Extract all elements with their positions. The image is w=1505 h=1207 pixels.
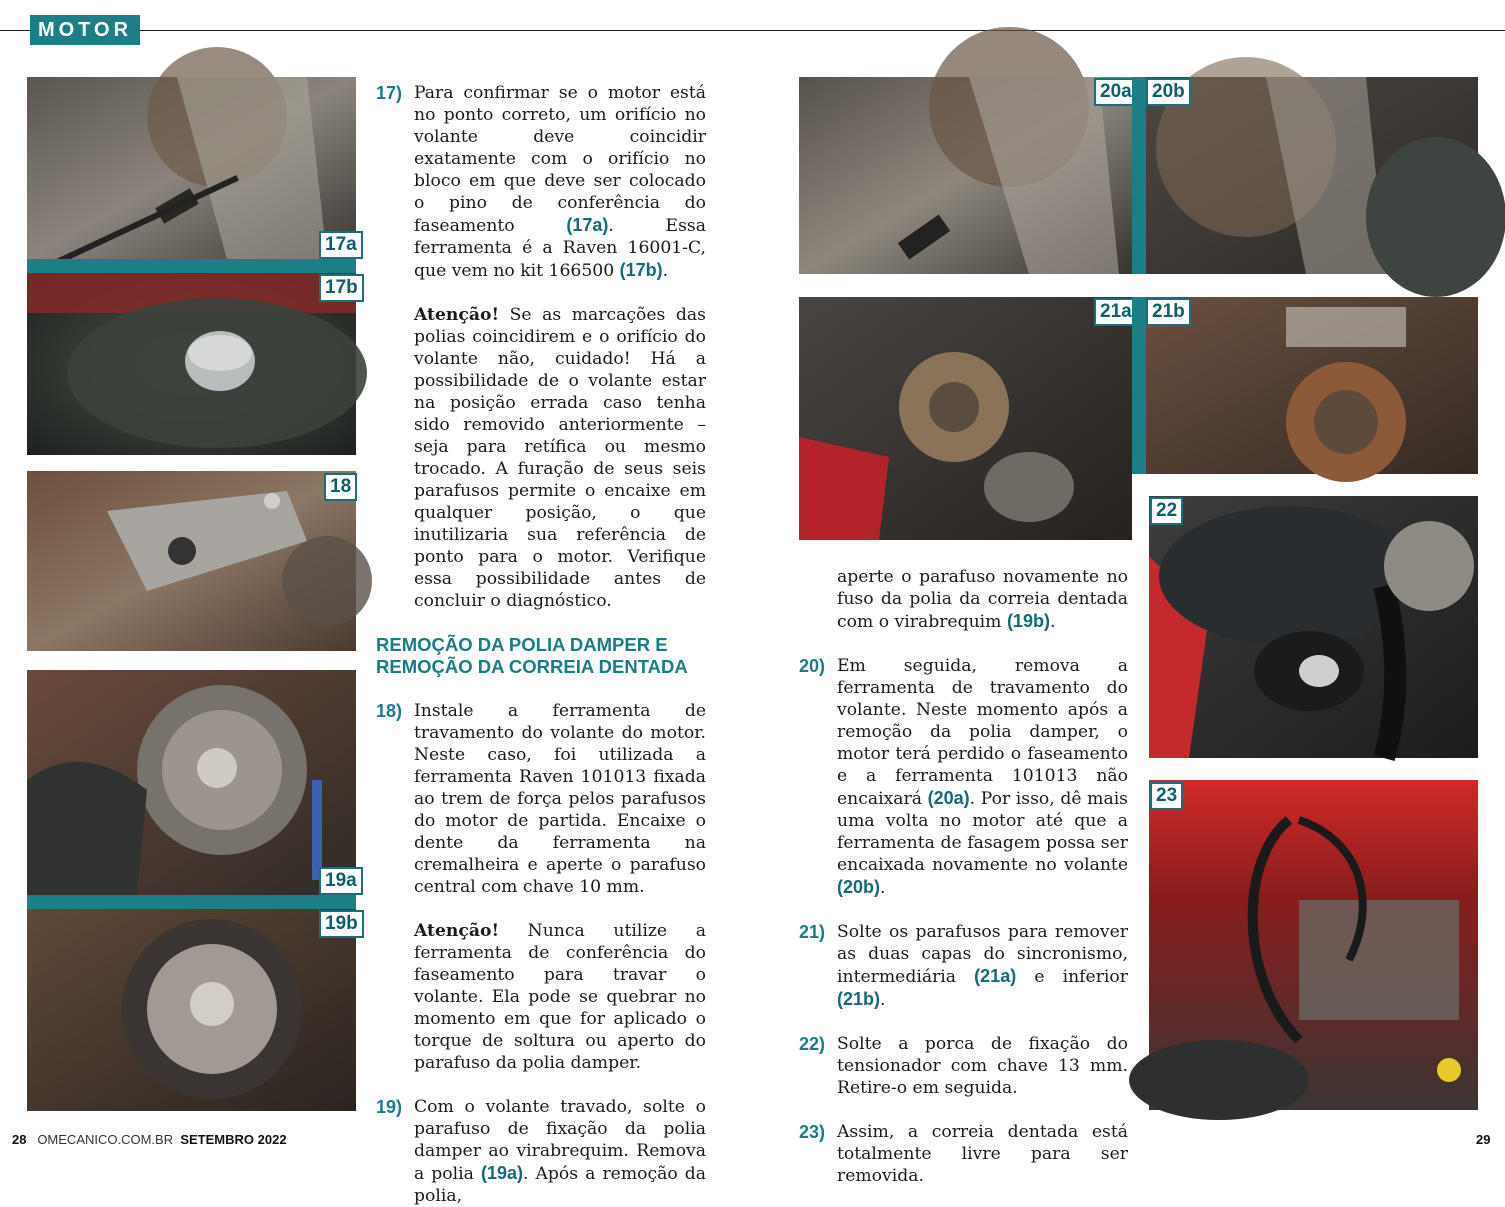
warning-label: Atenção!: [414, 305, 500, 325]
section-heading-line: REMOÇÃO DA CORREIA DENTADA: [376, 656, 688, 677]
step-text: e inferior: [1016, 967, 1128, 987]
step-23: [799, 1121, 1128, 1187]
step-text: Solte a porca de fixação do tensionador com chave 13 mm. Retire-o em seguida.: [837, 1034, 1128, 1098]
page-number-left: 28: [12, 1132, 27, 1147]
figure-ref: (20b): [837, 877, 881, 897]
figure-ref: (20a): [927, 788, 970, 808]
step-text: Em seguida, remova a ferramenta de travamento do volante. Neste momento após a remoção da polia damper, o motor terá perdido o faseamento e a ferramenta 101013 não encaixará: [837, 656, 1128, 809]
step-text: .: [880, 878, 886, 898]
photo-21a: [799, 297, 1132, 540]
photo-17b: [27, 273, 356, 455]
footer-right: [1476, 1132, 1490, 1147]
photo-label-18: 18: [324, 473, 357, 501]
step-text: . Essa ferramenta é a Raven 16001-C, que vem no kit 166500: [414, 216, 706, 281]
warning-text: Se as marcações das polias coincidirem e o orifício do volante não, cuidado! Há a possibilidade de o volante estar na posição errada caso tenha sido removido anteriormente – seja para retífica ou mesmo trocado. A furação de seus seis parafusos permite o encaixe em qualquer posição, o que inutilizaria sua referência de ponto para o motor. Verifique essa possibilidade antes de concluir o diagnóstico.: [414, 305, 706, 611]
text-column-left: [376, 82, 706, 1207]
footer-date: SETEMBRO 2022: [180, 1132, 287, 1147]
text-column-right: [799, 566, 1128, 1187]
step-number: 18): [376, 701, 403, 721]
photo-19b: [27, 909, 356, 1111]
figure-ref: (17a): [566, 215, 609, 235]
step-text: .: [662, 261, 669, 281]
photo-18: [27, 471, 356, 651]
step-text: . Por isso, dê mais uma volta no motor até que a ferramenta de fasagem possa ser encaixada novamente no volante: [837, 789, 1129, 875]
photo-label-21a: 21a: [1094, 298, 1138, 326]
warning-note: [376, 920, 706, 1074]
section-heading-line: REMOÇÃO DA POLIA DAMPER E: [376, 634, 668, 655]
photo-20a: [799, 77, 1132, 274]
step-number: 20): [799, 656, 826, 676]
step-text: Para confirmar se o motor está no ponto correto, um orifício no volante deve coincidir exatamente com o orifício no bloco em que deve ser colocado o pino de conferência do faseamento: [414, 83, 706, 236]
photo-label-19a: 19a: [319, 867, 363, 895]
step-text: . Após a remoção da polia,: [414, 1164, 706, 1206]
header-rule: [0, 30, 1505, 31]
photo-label-20a: 20a: [1094, 78, 1138, 106]
step-19: [376, 1096, 706, 1207]
photo-label-22: 22: [1150, 497, 1183, 525]
figure-ref: (19b): [1006, 611, 1050, 631]
step-text: Instale a ferramenta de travamento do volante do motor. Neste caso, foi utilizada a ferramenta Raven 101013 fixada ao trem de força pelos parafusos do motor de partida. Encaixe o dente da ferramenta na cremalheira e aperte o parafuso central com chave 10 mm.: [414, 701, 706, 897]
step-text: .: [1049, 612, 1056, 632]
step-number: 19): [376, 1097, 403, 1117]
photo-divider: [27, 259, 356, 273]
step-text: Solte os parafusos para remover as duas capas do sincronismo, intermediária: [837, 922, 1128, 987]
step-21: [799, 921, 1128, 1011]
step-text: Assim, a correia dentada está totalmente livre para ser removida.: [837, 1122, 1128, 1186]
figure-ref: (21a): [974, 966, 1017, 986]
figure-ref: (17b): [619, 260, 663, 280]
photo-divider: [1132, 297, 1146, 474]
step-text: Com o volante travado, solte o parafuso de fixação da polia damper ao virabrequim. Remova a polia: [414, 1097, 706, 1184]
step-text: aperte o parafuso novamente no fuso da polia da correia dentada com o virabrequim: [837, 567, 1128, 632]
photo-17a: [27, 77, 356, 259]
photo-label-17a: 17a: [319, 231, 363, 259]
figure-ref: (21b): [837, 989, 881, 1009]
step-number: 22): [799, 1034, 826, 1054]
photo-21b: [1146, 297, 1478, 474]
footer-site: OMECANICO.COM.BR: [37, 1132, 174, 1147]
step-text: .: [880, 990, 886, 1010]
footer-left: [12, 1132, 287, 1147]
section-heading: [376, 634, 706, 678]
page-number-right: 29: [1476, 1132, 1491, 1147]
photo-20b: [1146, 77, 1478, 274]
step-20: [799, 655, 1128, 899]
photo-label-20b: 20b: [1146, 78, 1191, 106]
step-number: 23): [799, 1122, 826, 1142]
warning-label: Atenção!: [414, 921, 500, 941]
photo-label-19b: 19b: [319, 910, 364, 938]
photo-label-21b: 21b: [1146, 298, 1191, 326]
photo-divider: [1132, 77, 1146, 274]
photo-19a: [27, 670, 356, 895]
step-22: [799, 1033, 1128, 1099]
photo-22: [1149, 496, 1478, 758]
step-number: 17): [376, 83, 403, 103]
photo-label-23: 23: [1150, 782, 1183, 810]
photo-divider: [27, 895, 356, 909]
photo-label-17b: 17b: [319, 274, 364, 302]
step-18: [376, 700, 706, 898]
photo-23: [1149, 780, 1478, 1110]
step-number: 21): [799, 922, 826, 942]
figure-ref: (19a): [480, 1163, 523, 1183]
warning-note: [376, 304, 706, 612]
section-tag: MOTOR: [30, 15, 140, 45]
step-17: [376, 82, 706, 282]
warning-text: Nunca utilize a ferramenta de conferência do faseamento para travar o volante. Ela pode se quebrar no momento em que for aplicado o torque de soltura ou aperto do parafuso da polia damper.: [414, 921, 706, 1073]
step-19-continued: [799, 566, 1128, 633]
